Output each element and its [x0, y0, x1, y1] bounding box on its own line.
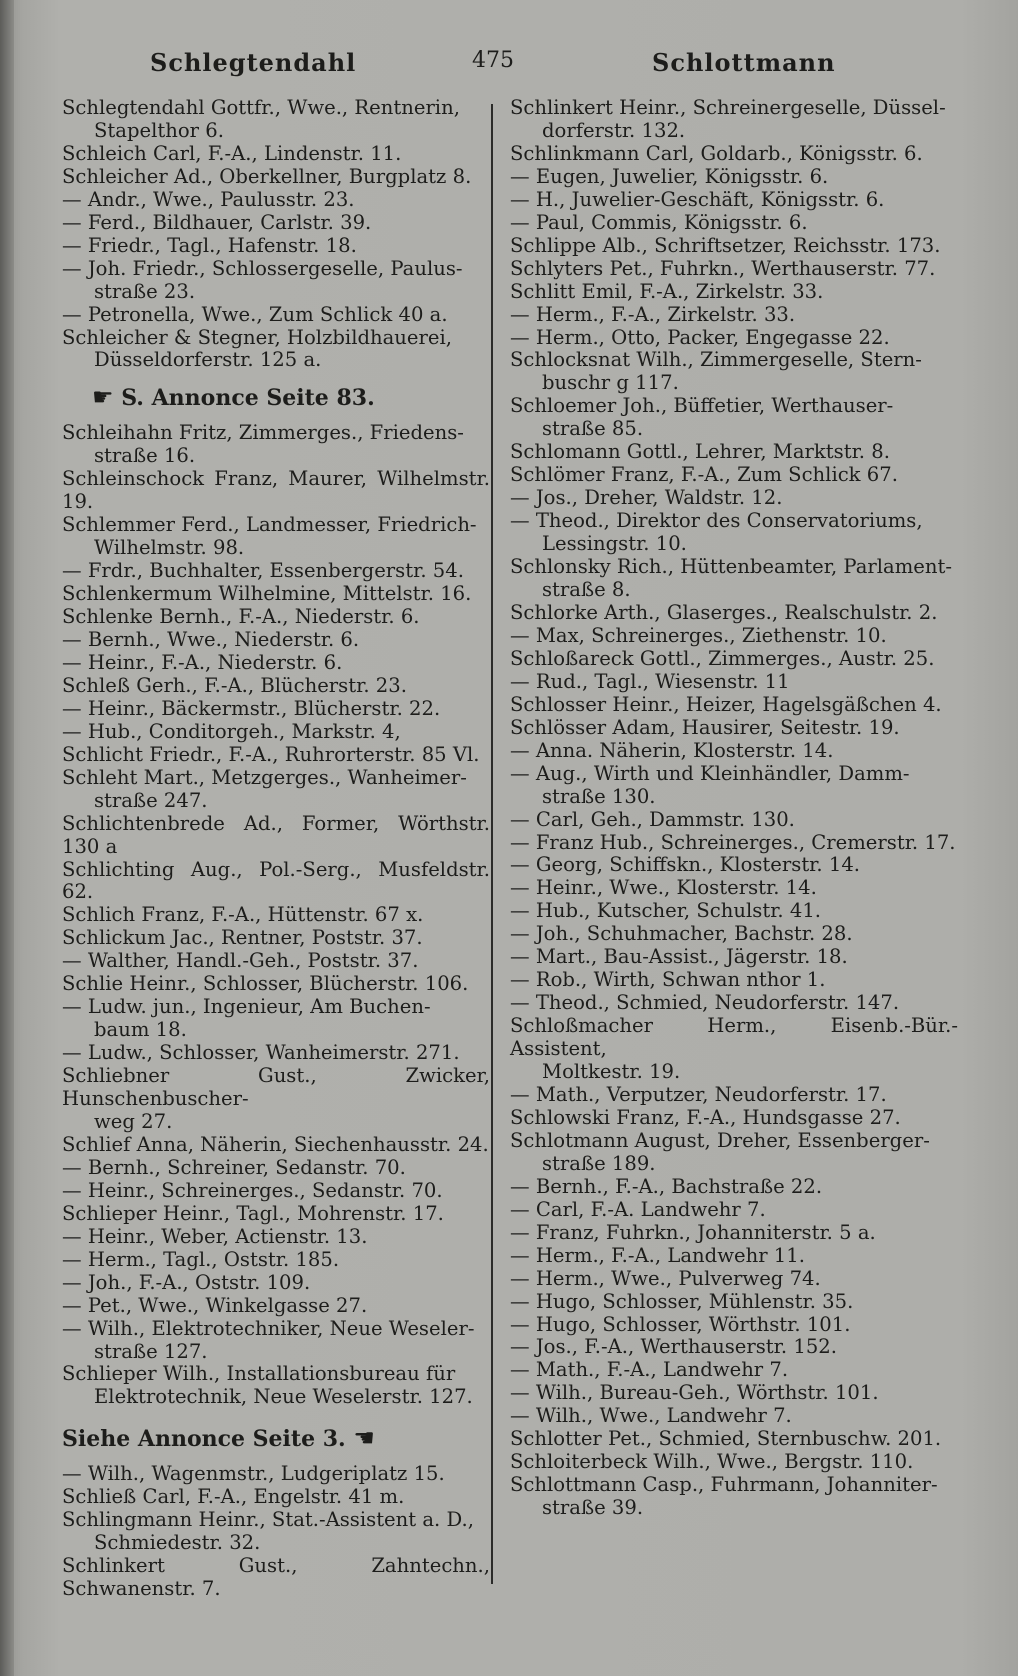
directory-entry [510, 556, 958, 602]
directory-entry [62, 97, 490, 143]
book-spine-shadow [0, 0, 14, 1676]
entry-text: — Mart., Bau-Assist., Jägerstr. 18. [510, 945, 848, 969]
entry-text: Schlichtenbrede Ad., Former, Wörthstr. 130 a [62, 811, 490, 858]
directory-entry [510, 1199, 958, 1222]
directory-entry [510, 143, 958, 166]
left-entries-group-b [62, 422, 490, 1409]
entry-continuation: straße 130. [542, 784, 656, 808]
header-left-keyword: Schlegtendahl [150, 48, 357, 77]
entry-continuation: straße 127. [94, 1339, 208, 1363]
entry-text: — Franz, Fuhrkn., Johanniterstr. 5 a. [510, 1220, 876, 1244]
entry-text: Schlegtendahl Gottfr., Wwe., Rentnerin, [62, 96, 460, 119]
entry-text: — Petronella, Wwe., Zum Schlick 40 a. [62, 302, 448, 326]
directory-entry [62, 973, 490, 996]
entry-text: Schlinkert Heinr., Schreinergeselle, Düssel- [510, 96, 946, 119]
directory-entry [510, 212, 958, 235]
directory-entry [510, 1245, 958, 1268]
directory-entry [62, 422, 490, 468]
entry-text: Schleihahn Fritz, Zimmerges., Friedens- [62, 421, 464, 445]
directory-entry [62, 1509, 490, 1555]
directory-entry [510, 763, 958, 809]
directory-entry [62, 767, 490, 813]
directory-entry [62, 721, 490, 744]
entry-text: — Friedr., Tagl., Hafenstr. 18. [62, 233, 357, 257]
entry-text: — Math., F.-A., Landwehr 7. [510, 1358, 789, 1382]
entry-text: — Hugo, Schlosser, Wörthstr. 101. [510, 1312, 851, 1336]
pointing-hand-right-icon: ☛ [92, 383, 114, 412]
entry-text: — Herm., Wwe., Pulverweg 74. [510, 1266, 821, 1290]
directory-entry [510, 1336, 958, 1359]
directory-entry [62, 1157, 490, 1180]
entry-text: — Herm., F.-A., Landwehr 11. [510, 1243, 805, 1267]
directory-entry [510, 877, 958, 900]
directory-entry [510, 992, 958, 1015]
entry-text: Schlorke Arth., Glaserges., Realschulstr. 2. [510, 600, 938, 624]
entry-text: — Aug., Wirth und Kleinhändler, Damm- [510, 761, 910, 785]
directory-entry [62, 1272, 490, 1295]
directory-entry [510, 235, 958, 258]
directory-entry [510, 487, 958, 510]
entry-text: Schleht Mart., Metzgerges., Wanheimer- [62, 765, 467, 789]
entry-text: — Pet., Wwe., Winkelgasse 27. [62, 1293, 368, 1317]
directory-entry [62, 1134, 490, 1157]
entry-continuation: straße 23. [94, 279, 196, 303]
entry-text: Schlenkermum Wilhelmine, Mittelstr. 16. [62, 582, 472, 606]
entry-text: — Franz Hub., Schreinerges., Cremerstr. 17. [510, 830, 956, 854]
directory-entry [62, 1555, 490, 1601]
directory-entry [62, 1042, 490, 1065]
entry-text: Schlyters Pet., Fuhrkn., Werthauserstr. 77. [510, 256, 936, 280]
entry-text: — Eugen, Juwelier, Königsstr. 6. [510, 164, 829, 188]
directory-entry [510, 97, 958, 143]
entry-text: — Anna. Näherin, Klosterstr. 14. [510, 738, 834, 762]
entry-text: Schlenke Bernh., F.-A., Niederstr. 6. [62, 605, 420, 629]
entry-text: Schlickum Jac., Rentner, Poststr. 37. [62, 926, 423, 950]
directory-entry [62, 304, 490, 327]
directory-entry [510, 1382, 958, 1405]
entry-text: Schlonsky Rich., Hüttenbeamter, Parlament- [510, 555, 953, 579]
entry-continuation: Elektrotechnik, Neue Weselerstr. 127. [94, 1385, 473, 1409]
directory-entry [62, 904, 490, 927]
directory-entry [510, 510, 958, 556]
left-entries-group-a [62, 97, 490, 372]
entry-text: Schlömer Franz, F.-A., Zum Schlick 67. [510, 463, 898, 487]
directory-entry [510, 625, 958, 648]
entry-text: — Wilh., Bureau-Geh., Wörthstr. 101. [510, 1381, 879, 1405]
entry-text: Schlinkert Gust., Zahntechn., Schwanenstr. 7. [62, 1554, 490, 1601]
directory-entry [62, 143, 490, 166]
page-header [40, 48, 1000, 88]
directory-entry [62, 1180, 490, 1203]
directory-entry [62, 327, 490, 373]
entry-text: Schlie Heinr., Schlosser, Blücherstr. 106. [62, 972, 469, 996]
entry-text: Schlomann Gottl., Lehrer, Marktstr. 8. [510, 440, 890, 464]
entry-text: Schlitt Emil, F.-A., Zirkelstr. 33. [510, 279, 824, 303]
directory-entry [510, 809, 958, 832]
entry-text: — Rob., Wirth, Schwan nthor 1. [510, 968, 826, 992]
entry-continuation: Moltkestr. 19. [542, 1060, 681, 1084]
entry-text: — Max, Schreinerges., Ziethenstr. 10. [510, 623, 887, 647]
directory-entry [62, 606, 490, 629]
entry-text: — Heinr., Schreinerges., Sedanstr. 70. [62, 1178, 443, 1202]
entry-continuation: straße 85. [542, 417, 644, 441]
directory-entry [510, 166, 958, 189]
entry-text: — Heinr., Bäckermstr., Blücherstr. 22. [62, 696, 441, 720]
directory-entry [510, 740, 958, 763]
entry-text: — Carl, F.-A. Landwehr 7. [510, 1197, 766, 1221]
directory-entry [62, 1065, 490, 1134]
entry-text: — Bernh., F.-A., Bachstraße 22. [510, 1174, 823, 1198]
entry-continuation: Lessingstr. 10. [542, 532, 687, 556]
left-column [62, 97, 490, 1601]
entry-text: — Herm., F.-A., Zirkelstr. 33. [510, 302, 796, 326]
directory-entry [62, 189, 490, 212]
entry-text: Schlottmann Casp., Fuhrmann, Johanniter- [510, 1473, 938, 1497]
directory-entry [510, 602, 958, 625]
entry-text: — H., Juwelier-Geschäft, Königsstr. 6. [510, 187, 885, 211]
entry-text: Schleß Gerh., F.-A., Blücherstr. 23. [62, 673, 407, 697]
directory-entry [510, 304, 958, 327]
directory-entry [510, 281, 958, 304]
directory-entry [510, 464, 958, 487]
column-divider [491, 104, 493, 1584]
header-right-keyword: Schlottmann [652, 48, 836, 77]
entry-text: Schleich Carl, F.-A., Lindenstr. 11. [62, 141, 402, 165]
entry-text: — Joh. Friedr., Schlossergeselle, Paulus- [62, 256, 463, 280]
entry-text: — Frdr., Buchhalter, Essenbergerstr. 54. [62, 559, 464, 583]
directory-entry [510, 832, 958, 855]
annonce-text: Siehe Annonce Seite 3. [62, 1426, 346, 1453]
entry-text: — Ludw. jun., Ingenieur, Am Buchen- [62, 995, 431, 1019]
directory-entry [62, 1203, 490, 1226]
directory-entry [62, 583, 490, 606]
entry-continuation: straße 189. [542, 1151, 656, 1175]
entry-text: — Theod., Schmied, Neudorferstr. 147. [510, 991, 900, 1015]
directory-entry [510, 694, 958, 717]
entry-continuation: straße 39. [542, 1496, 644, 1520]
directory-entry [510, 969, 958, 992]
annonce-text: S. Annonce Seite 83. [121, 385, 375, 412]
directory-entry [62, 212, 490, 235]
entry-text: Schlieper Heinr., Tagl., Mohrenstr. 17. [62, 1201, 444, 1225]
entry-text: Schlosser Heinr., Heizer, Hagelsgäßchen 4. [510, 692, 942, 716]
directory-entry [510, 1291, 958, 1314]
directory-entry [510, 1359, 958, 1382]
directory-entry [510, 441, 958, 464]
entry-text: Schleicher & Stegner, Holzbildhauerei, [62, 325, 452, 349]
entry-continuation: dorferstr. 132. [542, 118, 686, 142]
directory-entry [62, 1318, 490, 1364]
directory-entry [62, 675, 490, 698]
entry-text: — Hub., Kutscher, Schulstr. 41. [510, 899, 822, 923]
entry-text: — Hub., Conditorgeh., Markstr. 4, [62, 719, 401, 743]
directory-entry [62, 859, 490, 905]
directory-entry [62, 1249, 490, 1272]
entry-text: — Carl, Geh., Dammstr. 130. [510, 807, 795, 831]
directory-entry [510, 1130, 958, 1176]
directory-entry [62, 235, 490, 258]
pointing-hand-left-icon: ☚ [353, 1424, 375, 1453]
entry-text: Schloemer Joh., Büffetier, Werthauser- [510, 394, 894, 418]
directory-entry [62, 1463, 490, 1486]
left-entries-group-c [62, 1463, 490, 1601]
entry-text: — Andr., Wwe., Paulusstr. 23. [62, 187, 355, 211]
entry-text: — Jos., Dreher, Waldstr. 12. [510, 486, 783, 510]
directory-entry [510, 1222, 958, 1245]
entry-text: Schlösser Adam, Hausirer, Seitestr. 19. [510, 715, 900, 739]
directory-entry [510, 1107, 958, 1130]
entry-text: — Bernh., Wwe., Niederstr. 6. [62, 627, 360, 651]
directory-entry [510, 1428, 958, 1451]
directory-entry [62, 629, 490, 652]
entry-text: — Hugo, Schlosser, Mühlenstr. 35. [510, 1289, 854, 1313]
directory-entry [510, 189, 958, 212]
entry-continuation: straße 16. [94, 444, 196, 468]
page-number: 475 [472, 48, 514, 73]
right-column [510, 97, 958, 1520]
directory-entry [510, 1176, 958, 1199]
directory-entry [510, 1084, 958, 1107]
directory-entry [510, 1451, 958, 1474]
directory-entry [510, 1268, 958, 1291]
entry-continuation: straße 8. [542, 578, 631, 602]
directory-entry [62, 698, 490, 721]
directory-entry [62, 1226, 490, 1249]
entry-continuation: Stapelthor 6. [94, 118, 224, 142]
directory-entry [510, 717, 958, 740]
entry-text: Schlotmann August, Dreher, Essenberger- [510, 1128, 930, 1152]
entry-text: — Ludw., Schlosser, Wanheimerstr. 271. [62, 1041, 460, 1065]
directory-entry [510, 648, 958, 671]
entry-text: — Heinr., Wwe., Klosterstr. 14. [510, 876, 817, 900]
directory-entry [62, 258, 490, 304]
entry-text: — Theod., Direktor des Conservatoriums, [510, 509, 923, 533]
entry-text: Schlich Franz, F.-A., Hüttenstr. 67 x. [62, 903, 424, 927]
entry-text: — Rud., Tagl., Wiesenstr. 11 [510, 669, 790, 693]
entry-text: Schlingmann Heinr., Stat.-Assistent a. D., [62, 1508, 474, 1532]
entry-text: Schliebner Gust., Zwicker, Hunschenbuscher- [62, 1064, 490, 1111]
entry-continuation: baum 18. [94, 1018, 187, 1042]
entry-text: — Ferd., Bildhauer, Carlstr. 39. [62, 210, 372, 234]
directory-entry [510, 1015, 958, 1084]
entry-text: — Herm., Tagl., Oststr. 185. [62, 1247, 340, 1271]
entry-text: — Paul, Commis, Königsstr. 6. [510, 210, 808, 234]
directory-entry [62, 1363, 490, 1409]
entry-text: — Wilh., Elektrotechniker, Neue Weseler- [62, 1316, 475, 1340]
directory-entry [62, 927, 490, 950]
entry-continuation: buschr g 117. [542, 371, 679, 395]
entry-text: Schloßareck Gottl., Zimmerges., Austr. 25. [510, 646, 935, 670]
entry-text: Schließ Carl, F.-A., Engelstr. 41 m. [62, 1485, 405, 1509]
entry-continuation: straße 247. [94, 788, 208, 812]
entry-text: Schlotter Pet., Schmied, Sternbuschw. 201. [510, 1427, 942, 1451]
entry-text: — Herm., Otto, Packer, Engegasse 22. [510, 325, 890, 349]
entry-text: — Joh., Schuhmacher, Bachstr. 28. [510, 922, 853, 946]
directory-entry [62, 744, 490, 767]
entry-text: — Wilh., Wwe., Landwehr 7. [510, 1404, 792, 1428]
entry-text: Schlowski Franz, F.-A., Hundsgasse 27. [510, 1105, 901, 1129]
entry-continuation: weg 27. [94, 1109, 173, 1133]
directory-entry [62, 652, 490, 675]
directory-entry [62, 166, 490, 189]
entry-text: Schlief Anna, Näherin, Siechenhausstr. 24. [62, 1132, 489, 1156]
annonce-reference-2 [62, 1424, 490, 1453]
directory-entry [62, 1486, 490, 1509]
directory-entry [510, 1405, 958, 1428]
entry-text: Schlichting Aug., Pol.-Serg., Musfeldstr. 62. [62, 857, 490, 904]
entry-text: Schlemmer Ferd., Landmesser, Friedrich- [62, 513, 477, 537]
directory-entry [62, 514, 490, 560]
entry-text: — Jos., F.-A., Werthauserstr. 152. [510, 1335, 837, 1359]
entry-text: — Bernh., Schreiner, Sedanstr. 70. [62, 1155, 406, 1179]
directory-entry [62, 813, 490, 859]
entry-text: Schleicher Ad., Oberkellner, Burgplatz 8. [62, 164, 472, 188]
entry-text: Schlinkmann Carl, Goldarb., Königsstr. 6. [510, 141, 923, 165]
entry-text: Schlocksnat Wilh., Zimmergeselle, Stern- [510, 348, 922, 372]
directory-entry [510, 923, 958, 946]
directory-entry [510, 258, 958, 281]
entry-text: — Heinr., F.-A., Niederstr. 6. [62, 650, 343, 674]
directory-entry [62, 950, 490, 973]
entry-text: — Math., Verputzer, Neudorferstr. 17. [510, 1082, 887, 1106]
directory-entry [510, 395, 958, 441]
entry-text: — Joh., F.-A., Oststr. 109. [62, 1270, 311, 1294]
directory-entry [62, 996, 490, 1042]
entry-text: — Wilh., Wagenmstr., Ludgeriplatz 15. [62, 1462, 445, 1486]
entry-text: Schlieper Wilh., Installationsbureau für [62, 1362, 456, 1386]
entry-continuation: Düsseldorferstr. 125 a. [94, 348, 322, 372]
directory-entry [510, 946, 958, 969]
right-entries-group [510, 97, 958, 1520]
entry-text: — Walther, Handl.-Geh., Poststr. 37. [62, 949, 419, 973]
directory-entry [510, 1314, 958, 1337]
entry-text: Schlippe Alb., Schriftsetzer, Reichsstr. 173. [510, 233, 941, 257]
directory-entry [62, 560, 490, 583]
entry-continuation: Wilhelmstr. 98. [94, 536, 245, 560]
entry-text: Schlicht Friedr., F.-A., Ruhrorterstr. 85 Vl. [62, 742, 480, 766]
directory-entry [510, 900, 958, 923]
annonce-reference-1 [62, 383, 490, 412]
entry-text: Schloßmacher Herm., Eisenb.-Bür.-Assistent, [510, 1014, 958, 1061]
directory-entry [62, 1295, 490, 1318]
directory-entry [510, 671, 958, 694]
directory-entry [62, 468, 490, 514]
entry-continuation: Schmiedestr. 32. [94, 1531, 261, 1555]
entry-text: Schloiterbeck Wilh., Wwe., Bergstr. 110. [510, 1450, 914, 1474]
directory-entry [510, 349, 958, 395]
entry-text: Schleinschock Franz, Maurer, Wilhelmstr. 19. [62, 467, 490, 514]
entry-text: — Heinr., Weber, Actienstr. 13. [62, 1224, 368, 1248]
directory-entry [510, 854, 958, 877]
directory-entry [510, 1474, 958, 1520]
entry-text: — Georg, Schiffskn., Klosterstr. 14. [510, 853, 861, 877]
directory-entry [510, 327, 958, 350]
